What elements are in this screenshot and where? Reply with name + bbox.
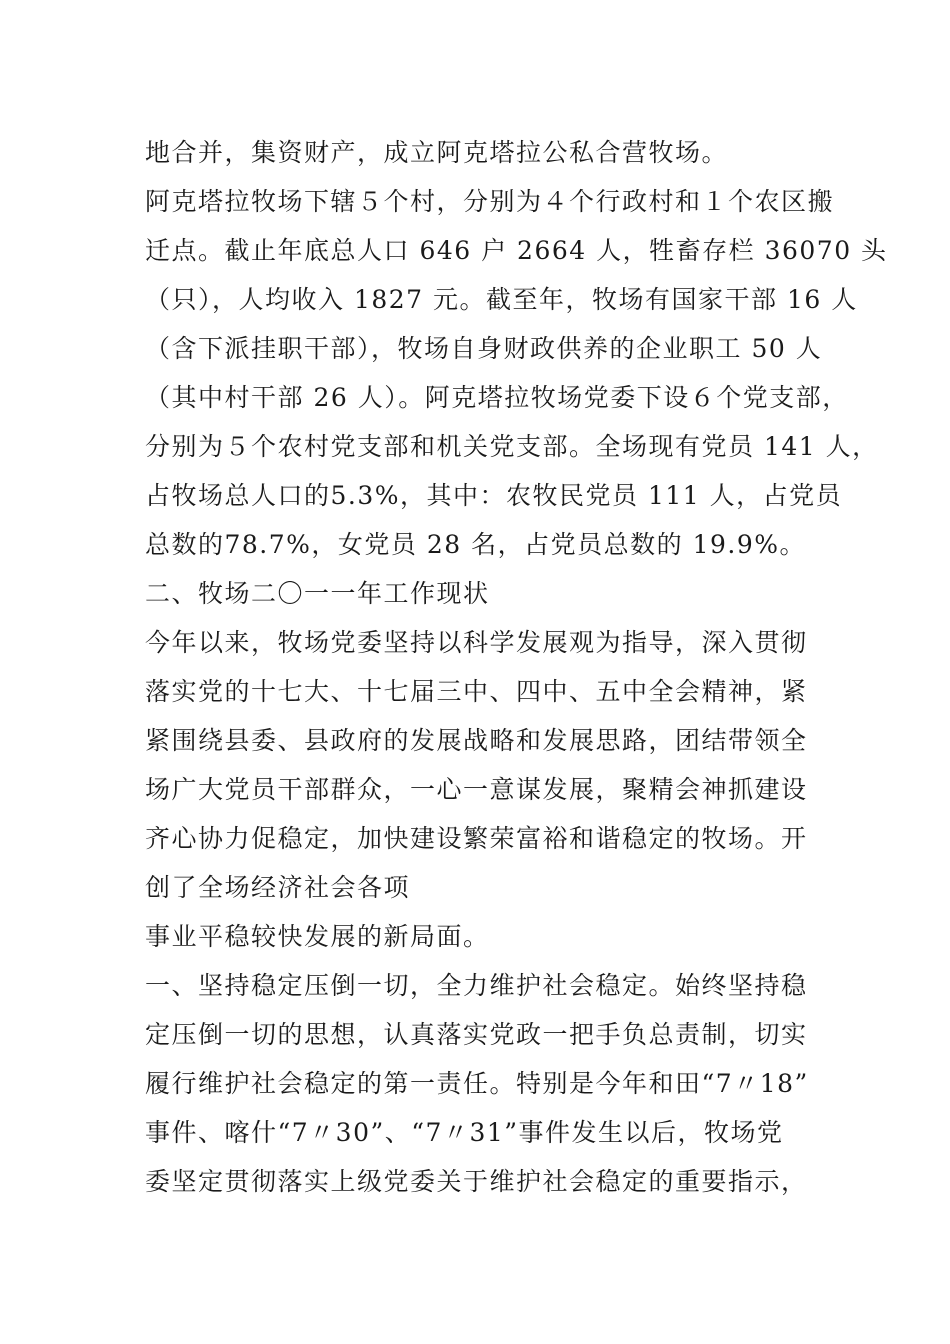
text-line: （其中村干部 26 人）。阿克塔拉牧场党委下设６个党支部， — [145, 383, 849, 412]
text-line: 迁点。截止年底总人口 646 户 2664 人，牲畜存栏 36070 头 — [145, 236, 888, 265]
text-line: 总数的78.7%，女党员 28 名，占党员总数的 19.9%。 — [145, 530, 806, 559]
text-line: 事业平稳较快发展的新局面。 — [145, 922, 490, 951]
text-line: 履行维护社会稳定的第一责任。特别是今年和田“7〃18” — [145, 1069, 809, 1098]
text-line: 定压倒一切的思想，认真落实党政一把手负总责制，切实 — [145, 1020, 808, 1049]
text-line: 阿克塔拉牧场下辖５个村，分别为４个行政村和１个农区搬 — [145, 187, 835, 216]
text-line: 场广大党员干部群众，一心一意谋发展，聚精会神抓建设 — [145, 775, 808, 804]
text-line: 占牧场总人口的5.3%，其中：农牧民党员 111 人，占党员 — [145, 481, 843, 510]
text-line: 紧围绕县委、县政府的发展战略和发展思路，团结带领全 — [145, 726, 808, 755]
text-line: （只），人均收入 1827 元。截至年，牧场有国家干部 16 人 — [145, 285, 858, 314]
text-line: 委坚定贯彻落实上级党委关于维护社会稳定的重要指示， — [145, 1167, 808, 1196]
section-heading: 二、牧场二〇一一年工作现状 — [145, 579, 490, 608]
text-line: 落实党的十七大、十七届三中、四中、五中全会精神，紧 — [145, 677, 808, 706]
text-line: 一、坚持稳定压倒一切，全力维护社会稳定。始终坚持稳 — [145, 971, 808, 1000]
text-line: 齐心协力促稳定，加快建设繁荣富裕和谐稳定的牧场。开 — [145, 824, 808, 853]
body-text — [145, 128, 888, 1206]
text-line: 今年以来，牧场党委坚持以科学发展观为指导，深入贯彻 — [145, 628, 808, 657]
text-line: 分别为５个农村党支部和机关党支部。全场现有党员 141 人， — [145, 432, 879, 461]
text-line: 地合并，集资财产，成立阿克塔拉公私合营牧场。 — [145, 138, 729, 167]
text-line: 创了全场经济社会各项 — [145, 873, 411, 902]
text-line: （含下派挂职干部），牧场自身财政供养的企业职工 50 人 — [145, 334, 823, 363]
text-line: 事件、喀什“7〃30”、“7〃31”事件发生以后，牧场党 — [145, 1118, 784, 1147]
